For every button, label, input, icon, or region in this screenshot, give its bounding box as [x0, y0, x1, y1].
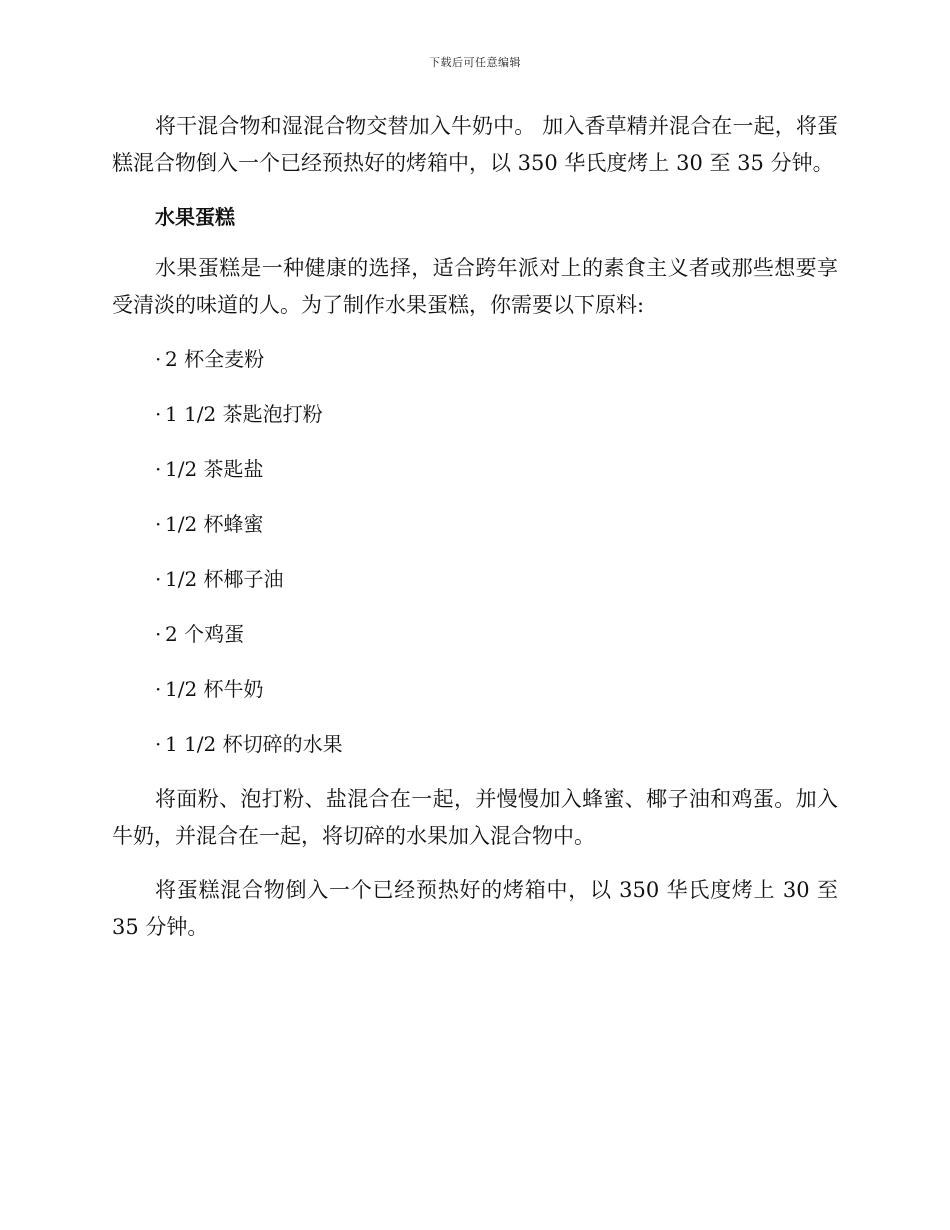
- ingredient-item: [155, 726, 838, 763]
- ingredient-text: 1 1/2 杯切碎的水果: [165, 732, 343, 756]
- document-body: [112, 108, 838, 963]
- paragraph-mixing-steps: 将面粉、泡打粉、盐混合在一起，并慢慢加入蜂蜜、椰子油和鸡蛋。加入牛奶，并混合在一起，将切碎的水果加入混合物中。: [112, 787, 838, 848]
- bullet-icon: ·: [155, 347, 162, 371]
- ingredient-text: 1/2 杯椰子油: [165, 567, 284, 591]
- ingredient-text: 1 1/2 茶匙泡打粉: [165, 402, 323, 426]
- section-heading-fruit-cake: 水果蛋糕: [155, 205, 235, 229]
- ingredient-item: [155, 671, 838, 708]
- ingredient-text: 2 杯全麦粉: [165, 347, 265, 371]
- bullet-icon: ·: [155, 512, 162, 536]
- paragraph-fruit-cake-intro: 水果蛋糕是一种健康的选择，适合跨年派对上的素食主义者或那些想要享受清淡的味道的人。为了制作水果蛋糕，你需要以下原料:: [112, 256, 838, 317]
- bullet-icon: ·: [155, 677, 162, 701]
- ingredient-item: [155, 396, 838, 433]
- ingredient-text: 2 个鸡蛋: [165, 622, 245, 646]
- bullet-icon: ·: [155, 402, 162, 426]
- bullet-icon: ·: [155, 457, 162, 481]
- ingredient-text: 1/2 杯牛奶: [165, 677, 264, 701]
- bullet-icon: ·: [155, 622, 162, 646]
- ingredient-list: [112, 341, 838, 763]
- page-header: 下载后可任意编辑: [429, 56, 521, 69]
- ingredient-item: [155, 616, 838, 653]
- ingredient-item: [155, 561, 838, 598]
- ingredient-item: [155, 451, 838, 488]
- paragraph-baking-steps: 将蛋糕混合物倒入一个已经预热好的烤箱中，以 350 华氏度烤上 30 至 35 分钟。: [112, 878, 838, 939]
- bullet-icon: ·: [155, 567, 162, 591]
- bullet-icon: ·: [155, 732, 162, 756]
- ingredient-text: 1/2 茶匙盐: [165, 457, 264, 481]
- ingredient-item: [155, 341, 838, 378]
- ingredient-text: 1/2 杯蜂蜜: [165, 512, 264, 536]
- ingredient-item: [155, 506, 838, 543]
- paragraph-baking-instructions: 将干混合物和湿混合物交替加入牛奶中。 加入香草精并混合在一起，将蛋糕混合物倒入一个已经预热好的烤箱中，以 350 华氏度烤上 30 至 35 分钟。: [112, 114, 838, 175]
